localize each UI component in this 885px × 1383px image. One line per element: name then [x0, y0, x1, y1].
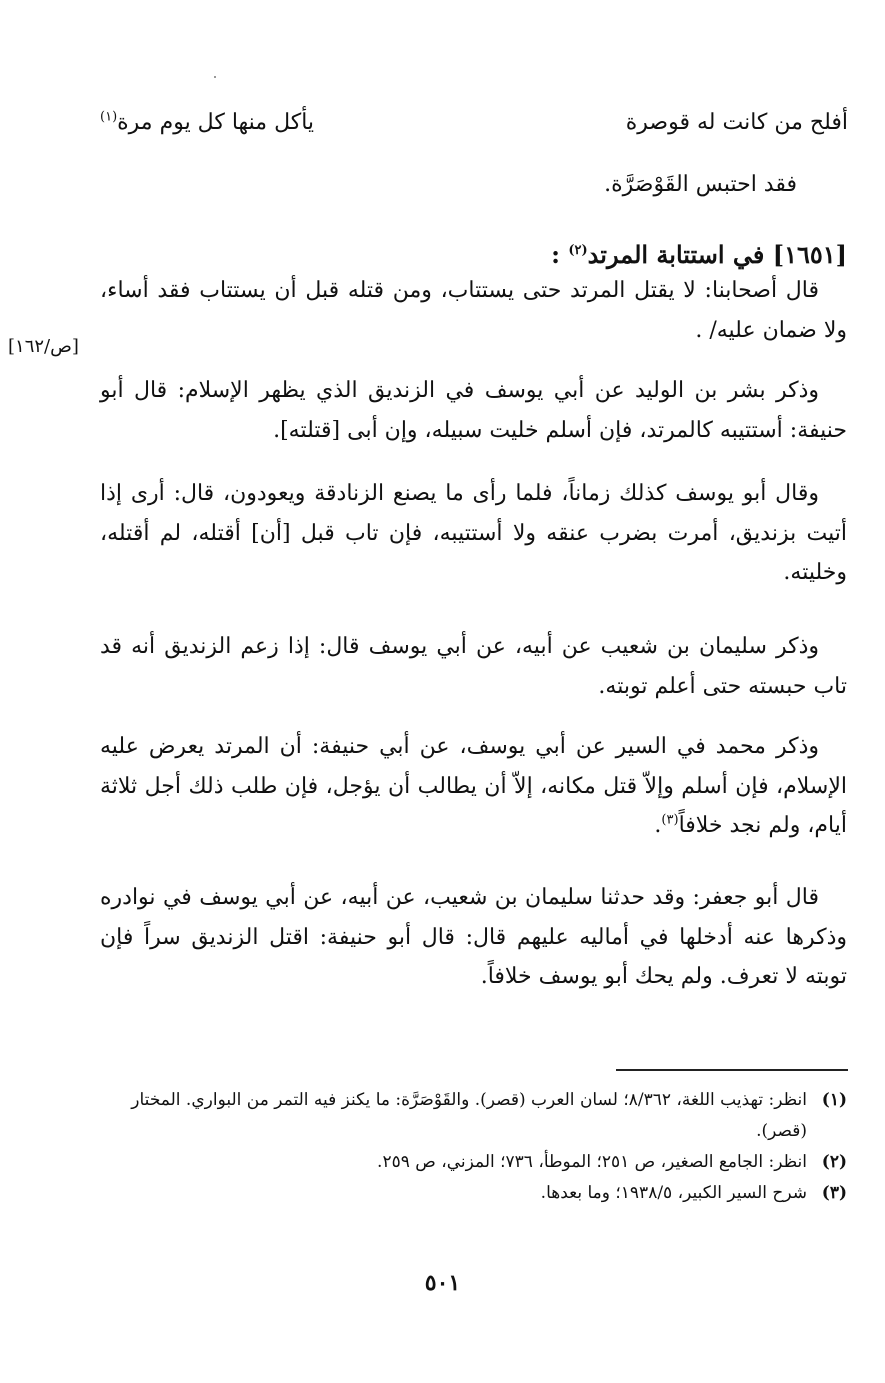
section-title: في استتابة المرتد [587, 240, 765, 269]
paragraph: وذكر محمد في السير عن أبي يوسف، عن أبي حنيفة: أن المرتد يعرض عليه الإسلام، فإن أسلم وإلاّ قتل مكانه، إلاّ أن يطالب أن يؤجل، فإن طلب ذلك أجل ثلاثة أيام، ولم نجد خلافاً$^{(٣)}$. [100, 734, 847, 838]
paragraph: قال أبو جعفر: وقد حدثنا سليمان بن شعيب، عن أبيه، عن أبي يوسف في نوادره وذكرها عنه أدخلها في أماليه عليهم قال: قال أبو حنيفة: اقتل الزنديق سراً فإن توبته لا تعرف. ولم يحك أبو يوسف خلافاً. [100, 885, 847, 989]
margin-page-reference: [ص/١٦٢] [8, 336, 79, 357]
footnote-text: انظر: الجامع الصغير، ص ٢٥١؛ الموطأ، ٧٣٦؛ المزني، ص ٢٥٩. [377, 1152, 807, 1172]
footnote-text: شرح السير الكبير، ١٩٣٨/٥؛ وما بعدها. [540, 1183, 807, 1203]
footnote-item [100, 1178, 847, 1209]
footnote-item [100, 1147, 847, 1178]
paragraph: قال أصحابنا: لا يقتل المرتد حتى يستتاب، ومن قتله قبل أن يستتاب فقد أساء، ولا ضمان عليه/ . [100, 278, 847, 343]
verse-first-hemistich: أفلح من كانت له قوصرة [625, 110, 848, 135]
footnote-number: (٢) [821, 1152, 847, 1172]
footnote-number: (١) [821, 1090, 847, 1110]
paragraph: وذكر سليمان بن شعيب عن أبيه، عن أبي يوسف قال: إذا زعم الزنديق أنه قد تاب حبسته حتى أعلم توبته. [100, 634, 847, 699]
verse-second-hemistich: يأكل منها كل يوم مرة$^{(١)}$ [100, 109, 315, 135]
footnote-text: انظر: تهذيب اللغة، ٨/٣٦٢؛ لسان العرب (قصر). والقَوْصَرَّة: ما يكنز فيه التمر من البواري. المختار (قصر). [131, 1090, 807, 1141]
page-number: ٥٠١ [424, 1270, 461, 1296]
footnote-separator [616, 1069, 848, 1071]
footnote-marker: (٢) [568, 243, 588, 258]
footnote-item [100, 1085, 847, 1147]
text-line: فقد احتبس القَوْصَرَّة. [604, 172, 797, 197]
paragraph: وذكر بشر بن الوليد عن أبي يوسف في الزنديق الذي يظهر الإسلام: قال أبو حنيفة: أستتيبه كالمرتد، فإن أسلم خليت سبيله، وإن أبى [قتلته]. [100, 378, 847, 443]
stray-dot [214, 76, 216, 78]
footnotes [100, 1085, 847, 1209]
footnote-marker: (١) [100, 109, 118, 125]
footnote-number: (٣) [821, 1183, 847, 1203]
footnote-marker: (٣) [661, 812, 679, 828]
section-heading: [١٦٥١] في استتابة المرتد$^{(٢)}$ : [551, 240, 847, 269]
section-number: [١٦٥١] [772, 240, 847, 269]
paragraph: وقال أبو يوسف كذلك زماناً، فلما رأى ما يصنع الزنادقة ويعودون، قال: أرى إذا أتيت بزنديق، أمرت بضرب عنقه ولا أستتيبه، فإن تاب قبل [أن] أقتله، لم أقتله، وخليته. [100, 481, 847, 585]
poetry-verse [100, 110, 848, 150]
